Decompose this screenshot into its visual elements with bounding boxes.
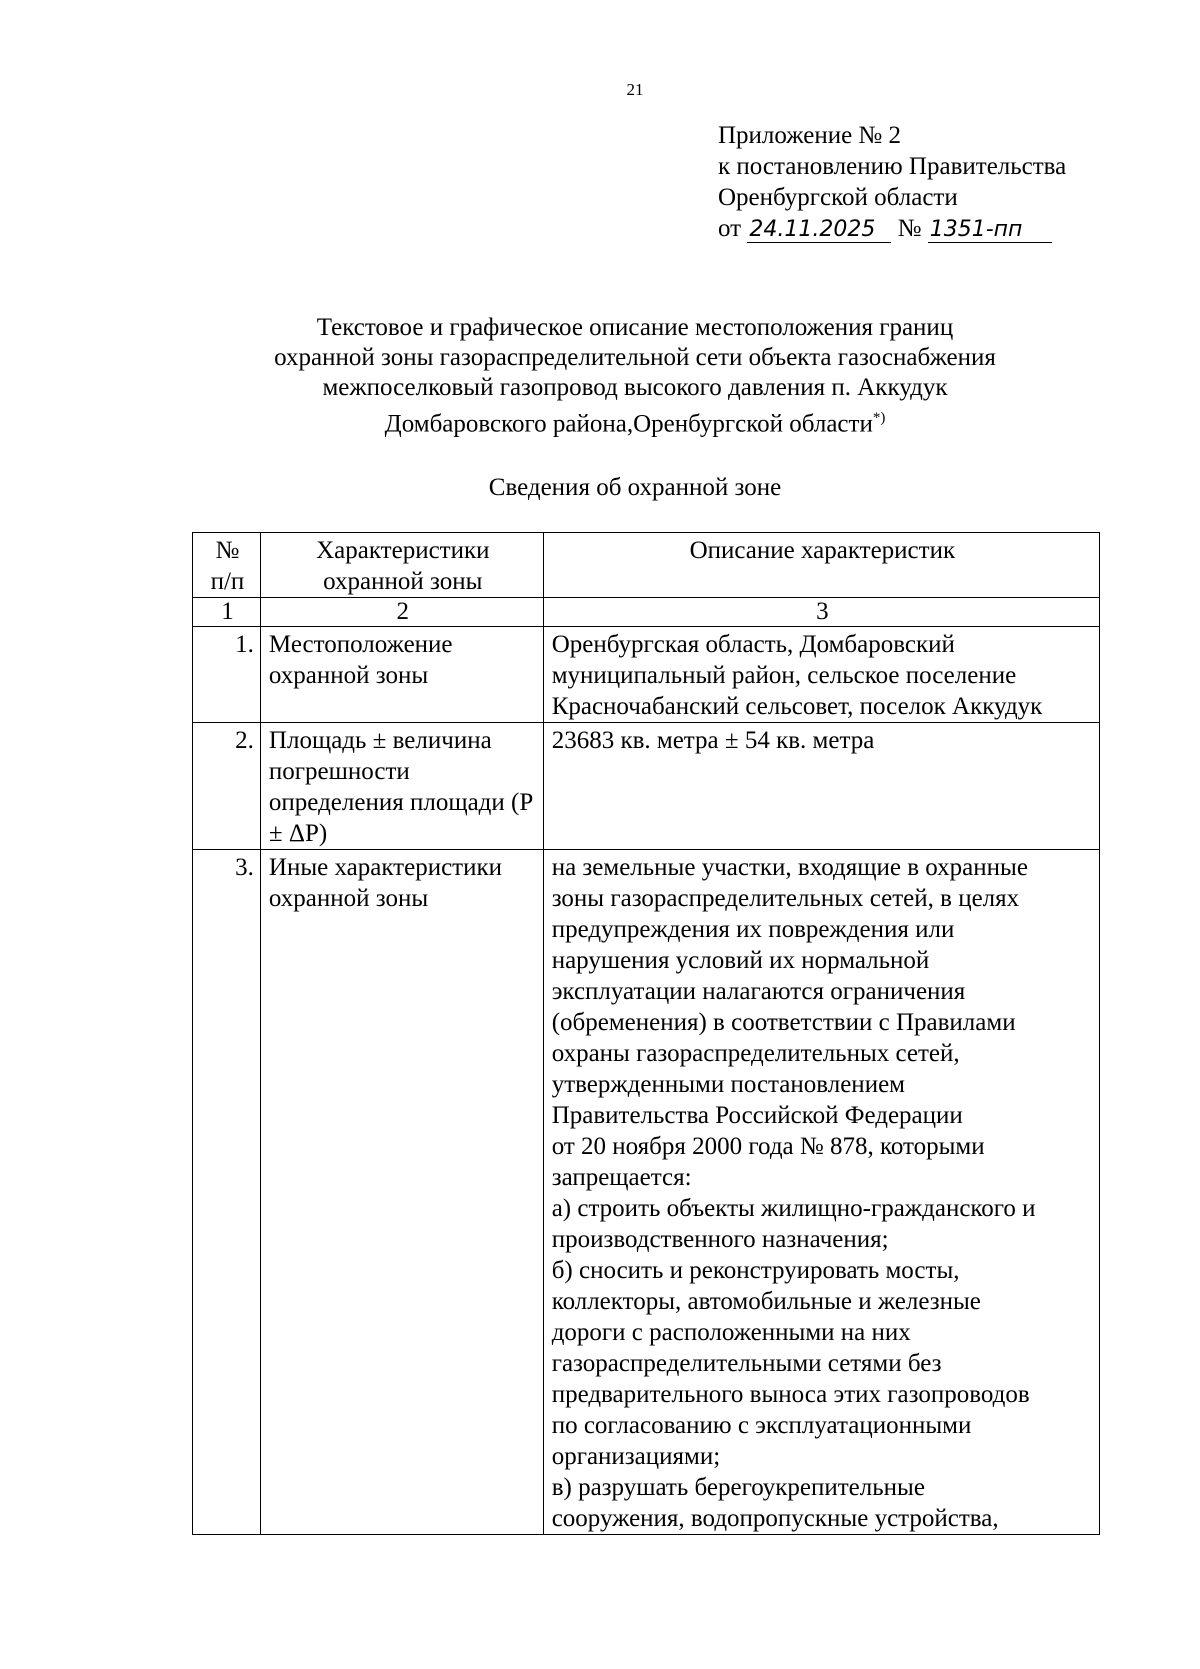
column-number-row — [193, 598, 1100, 627]
table-header-row — [193, 533, 1100, 598]
desc-line: нарушения условий их нормальной — [551, 947, 930, 974]
desc-line: в) разрушать берегоукрепительные — [551, 1474, 925, 1501]
header-description: Описание характеристик — [543, 533, 1099, 598]
desc-line: эксплуатации налагаются ограничения — [551, 978, 966, 1005]
handwritten-number: 1351-пп — [928, 218, 1052, 243]
page-number: 21 — [626, 80, 644, 99]
col-number-2: 2 — [260, 598, 543, 627]
desc-line: сооружения, водопропускные устройства, — [551, 1505, 999, 1532]
desc-line: на земельные участки, входящие в охранные — [551, 854, 1028, 881]
appendix-line-1: Приложение № 2 — [718, 122, 902, 149]
desc-line: утвержденными постановлением — [551, 1071, 905, 1098]
title-line-4-text: Домбаровского района,Оренбургской области — [384, 410, 873, 438]
desc-line: производственного назначения; — [551, 1226, 889, 1253]
table-row — [193, 627, 1100, 723]
desc-line: организациями; — [551, 1443, 721, 1470]
row-num: 3. — [193, 850, 261, 1535]
zone-info-table — [192, 532, 1100, 1535]
title-line-4 — [0, 403, 1200, 439]
title-line-3: межпоселковый газопровод высокого давления п. Аккудук — [322, 374, 948, 401]
desc-line: Правительства Российской Федерации — [551, 1102, 963, 1129]
desc-line: а) строить объекты жилищно-гражданского и — [551, 1195, 1036, 1222]
appendix-date-line — [718, 213, 1066, 244]
desc-line: дороги с расположенными на них — [551, 1319, 911, 1346]
from-label: от — [718, 215, 742, 242]
row-num: 2. — [193, 723, 261, 850]
row-num: 1. — [193, 627, 261, 723]
appendix-line-2: к постановлению Правительства — [718, 153, 1067, 180]
col-number-1: 1 — [193, 598, 261, 627]
row-description: 23683 кв. метра ± 54 кв. метра — [543, 723, 1099, 850]
desc-line: газораспределительными сетями без — [551, 1350, 942, 1377]
desc-line: от 20 ноября 2000 года № 878, которыми — [551, 1133, 985, 1160]
desc-line: по согласованию с эксплуатационными — [551, 1412, 972, 1439]
appendix-line-3: Оренбургской области — [718, 184, 958, 211]
row-characteristic: Площадь ± величина погрешности определения площади (P ± ΔP) — [260, 723, 543, 850]
table-row — [193, 723, 1100, 850]
header-characteristic: Характеристики охранной зоны — [260, 533, 543, 598]
footnote-mark: *) — [872, 410, 886, 426]
row-description — [543, 850, 1099, 1535]
col-number-3: 3 — [543, 598, 1099, 627]
desc-line: б) сносить и реконструировать мосты, — [551, 1257, 960, 1284]
desc-line: запрещается: — [551, 1164, 692, 1191]
title-line-1: Текстовое и графическое описание местоположения границ — [316, 314, 954, 341]
number-label: № — [897, 215, 922, 242]
section-subtitle: Сведения об охранной зоне — [488, 474, 782, 501]
row-characteristic: Иные характеристики охранной зоны — [260, 850, 543, 1535]
handwritten-date: 24.11.2025 — [747, 218, 891, 243]
desc-line: (обременения) в соответствии с Правилами — [551, 1009, 1016, 1036]
appendix-block — [718, 120, 1066, 244]
row-characteristic: Местоположение охранной зоны — [260, 627, 543, 723]
desc-line: охраны газораспределительных сетей, — [551, 1040, 960, 1067]
row-description: Оренбургская область, Домбаровский муниципальный район, сельское поселение Красночабанский сельсовет, поселок Аккудук — [543, 627, 1099, 723]
desc-line: зоны газораспределительных сетей, в целях — [551, 885, 1020, 912]
desc-line: коллекторы, автомобильные и железные — [551, 1288, 981, 1315]
title-line-2: охранной зоны газораспределительной сети объекта газоснабжения — [274, 344, 996, 371]
header-num: № п/п — [193, 533, 261, 598]
document-title — [0, 313, 1200, 439]
desc-line: предупреждения их повреждения или — [551, 916, 955, 943]
table-row — [193, 850, 1100, 1535]
desc-line: предварительного выноса этих газопроводов — [551, 1381, 1030, 1408]
